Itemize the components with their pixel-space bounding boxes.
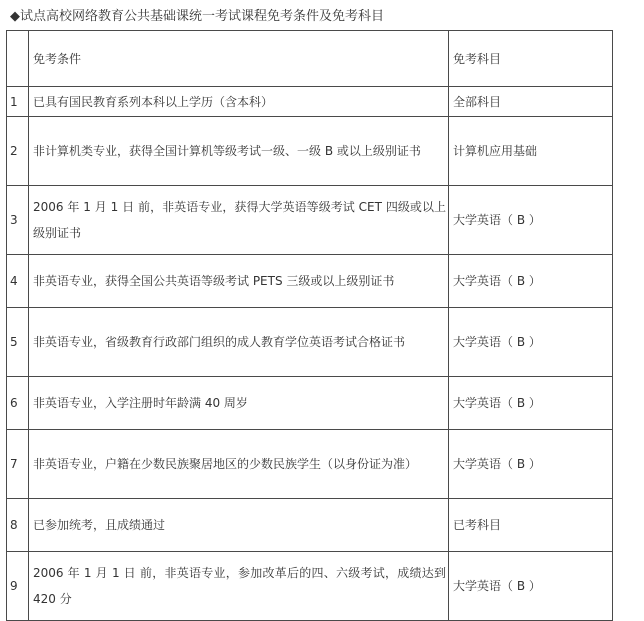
- row-subject: 大学英语（ B ）: [449, 430, 613, 499]
- row-condition: 非英语专业，户籍在少数民族聚居地区的少数民族学生（以身份证为准）: [29, 430, 449, 499]
- row-condition: 非英语专业，省级教育行政部门组织的成人教育学位英语考试合格证书: [29, 308, 449, 377]
- header-cell-num: [7, 31, 29, 87]
- row-num: 5: [7, 308, 29, 377]
- row-num: 7: [7, 430, 29, 499]
- row-num: 9: [7, 552, 29, 621]
- row-subject: 大学英语（ B ）: [449, 377, 613, 430]
- exemption-table: [6, 30, 613, 621]
- header-cell-condition: 免考条件: [29, 31, 449, 87]
- row-num: 2: [7, 117, 29, 186]
- table-row: [7, 117, 613, 186]
- row-subject: 大学英语（ B ）: [449, 552, 613, 621]
- row-subject: 大学英语（ B ）: [449, 308, 613, 377]
- row-subject: 已考科目: [449, 499, 613, 552]
- row-condition: 非英语专业，获得全国公共英语等级考试 PETS 三级或以上级别证书: [29, 255, 449, 308]
- table-header-row: [7, 31, 613, 87]
- row-condition: 2006 年 1 月 1 日 前，非英语专业，参加改革后的四、六级考试，成绩达到 420 分: [29, 552, 449, 621]
- row-condition: 非英语专业，入学注册时年龄满 40 周岁: [29, 377, 449, 430]
- row-condition: 已具有国民教育系列本科以上学历（含本科）: [29, 87, 449, 117]
- table-row: [7, 430, 613, 499]
- header-cell-subject: 免考科目: [449, 31, 613, 87]
- table-row: [7, 552, 613, 621]
- table-row: [7, 308, 613, 377]
- table-row: [7, 255, 613, 308]
- table-row: [7, 377, 613, 430]
- row-subject: 计算机应用基础: [449, 117, 613, 186]
- row-num: 6: [7, 377, 29, 430]
- row-condition: 已参加统考，且成绩通过: [29, 499, 449, 552]
- table-row: [7, 499, 613, 552]
- table-row: [7, 87, 613, 117]
- row-num: 1: [7, 87, 29, 117]
- row-condition: 非计算机类专业，获得全国计算机等级考试一级、一级 B 或以上级别证书: [29, 117, 449, 186]
- page-heading: ◆试点高校网络教育公共基础课统一考试课程免考条件及免考科目: [10, 9, 384, 24]
- row-num: 4: [7, 255, 29, 308]
- row-subject: 全部科目: [449, 87, 613, 117]
- table-row: [7, 186, 613, 255]
- row-num: 3: [7, 186, 29, 255]
- row-num: 8: [7, 499, 29, 552]
- row-subject: 大学英语（ B ）: [449, 255, 613, 308]
- row-subject: 大学英语（ B ）: [449, 186, 613, 255]
- row-condition: 2006 年 1 月 1 日 前，非英语专业，获得大学英语等级考试 CET 四级或以上级别证书: [29, 186, 449, 255]
